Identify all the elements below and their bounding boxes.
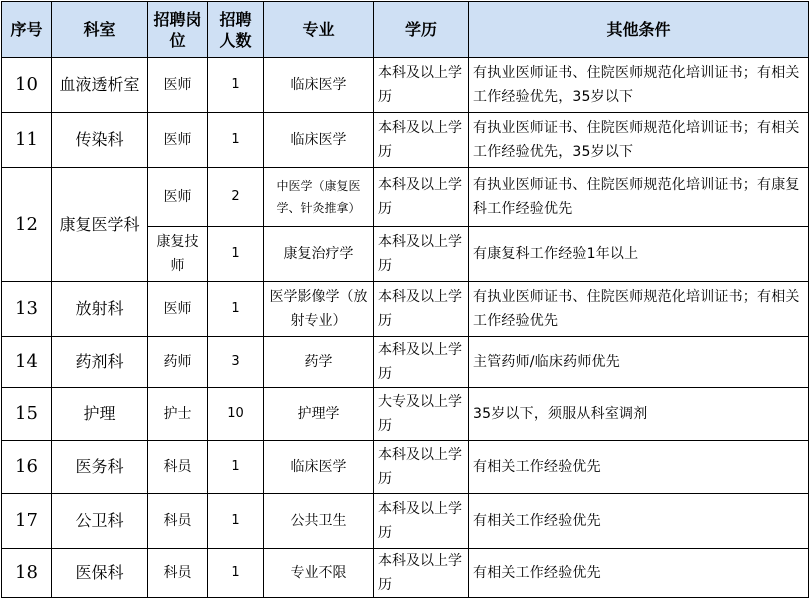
table-row [2, 388, 809, 441]
count-cell: 2 [208, 168, 264, 227]
header-row [2, 2, 809, 58]
header-conditions: 其他条件 [469, 2, 809, 58]
education-cell: 本科及以上学历 [374, 168, 469, 227]
seq-cell: 12 [2, 168, 52, 282]
count-cell: 1 [208, 441, 264, 494]
major-cell: 康复治疗学 [264, 227, 374, 282]
dept-cell: 传染科 [52, 113, 148, 168]
conditions-cell: 有执业医师证书、住院医师规范化培训证书；有相关工作经验优先，35岁以下 [469, 58, 809, 113]
table-row [2, 337, 809, 388]
education-cell: 本科及以上学历 [374, 113, 469, 168]
position-cell: 医师 [148, 282, 208, 337]
table-row [2, 441, 809, 494]
major-cell: 临床医学 [264, 58, 374, 113]
major-cell: 公共卫生 [264, 494, 374, 549]
seq-cell: 14 [2, 337, 52, 388]
count-cell: 3 [208, 337, 264, 388]
position-cell: 医师 [148, 113, 208, 168]
table-row [2, 282, 809, 337]
recruitment-table [1, 1, 809, 598]
education-cell: 本科及以上学历 [374, 549, 469, 598]
header-count: 招聘人数 [208, 2, 264, 58]
count-cell: 1 [208, 113, 264, 168]
major-cell: 专业不限 [264, 549, 374, 598]
dept-cell: 医务科 [52, 441, 148, 494]
table-row [2, 494, 809, 549]
conditions-cell: 有相关工作经验优先 [469, 549, 809, 598]
position-cell: 科员 [148, 441, 208, 494]
seq-cell: 15 [2, 388, 52, 441]
conditions-cell: 有相关工作经验优先 [469, 441, 809, 494]
seq-cell: 18 [2, 549, 52, 598]
education-cell: 本科及以上学历 [374, 494, 469, 549]
position-cell: 医师 [148, 58, 208, 113]
conditions-cell: 主管药师/临床药师优先 [469, 337, 809, 388]
count-cell: 1 [208, 227, 264, 282]
seq-cell: 17 [2, 494, 52, 549]
header-education: 学历 [374, 2, 469, 58]
major-cell: 医学影像学（放射专业） [264, 282, 374, 337]
education-cell: 本科及以上学历 [374, 337, 469, 388]
dept-cell: 医保科 [52, 549, 148, 598]
position-cell: 医师 [148, 168, 208, 227]
count-cell: 1 [208, 549, 264, 598]
count-cell: 1 [208, 494, 264, 549]
major-cell: 药学 [264, 337, 374, 388]
table-row [2, 168, 809, 227]
header-dept: 科室 [52, 2, 148, 58]
dept-cell: 康复医学科 [52, 168, 148, 282]
seq-cell: 11 [2, 113, 52, 168]
major-cell: 临床医学 [264, 113, 374, 168]
header-major: 专业 [264, 2, 374, 58]
count-cell: 10 [208, 388, 264, 441]
position-cell: 药师 [148, 337, 208, 388]
position-cell: 科员 [148, 549, 208, 598]
major-cell: 临床医学 [264, 441, 374, 494]
table-row [2, 549, 809, 598]
conditions-cell: 有执业医师证书、住院医师规范化培训证书；有康复科工作经验优先 [469, 168, 809, 227]
header-position: 招聘岗位 [148, 2, 208, 58]
dept-cell: 血液透析室 [52, 58, 148, 113]
education-cell: 本科及以上学历 [374, 58, 469, 113]
major-cell: 中医学（康复医学、针灸推拿） [264, 168, 374, 227]
count-cell: 1 [208, 282, 264, 337]
conditions-cell: 有执业医师证书、住院医师规范化培训证书；有相关工作经验优先，35岁以下 [469, 113, 809, 168]
position-cell: 科员 [148, 494, 208, 549]
dept-cell: 药剂科 [52, 337, 148, 388]
seq-cell: 16 [2, 441, 52, 494]
position-cell: 康复技师 [148, 227, 208, 282]
dept-cell: 放射科 [52, 282, 148, 337]
conditions-cell: 有康复科工作经验1年以上 [469, 227, 809, 282]
conditions-cell: 35岁以下，须服从科室调剂 [469, 388, 809, 441]
conditions-cell: 有执业医师证书、住院医师规范化培训证书；有相关工作经验优先 [469, 282, 809, 337]
conditions-cell: 有相关工作经验优先 [469, 494, 809, 549]
dept-cell: 公卫科 [52, 494, 148, 549]
header-seq: 序号 [2, 2, 52, 58]
education-cell: 本科及以上学历 [374, 441, 469, 494]
education-cell: 大专及以上学历 [374, 388, 469, 441]
major-cell: 护理学 [264, 388, 374, 441]
table-row [2, 113, 809, 168]
dept-cell: 护理 [52, 388, 148, 441]
education-cell: 本科及以上学历 [374, 282, 469, 337]
count-cell: 1 [208, 58, 264, 113]
table-row [2, 58, 809, 113]
seq-cell: 13 [2, 282, 52, 337]
seq-cell: 10 [2, 58, 52, 113]
education-cell: 本科及以上学历 [374, 227, 469, 282]
position-cell: 护士 [148, 388, 208, 441]
